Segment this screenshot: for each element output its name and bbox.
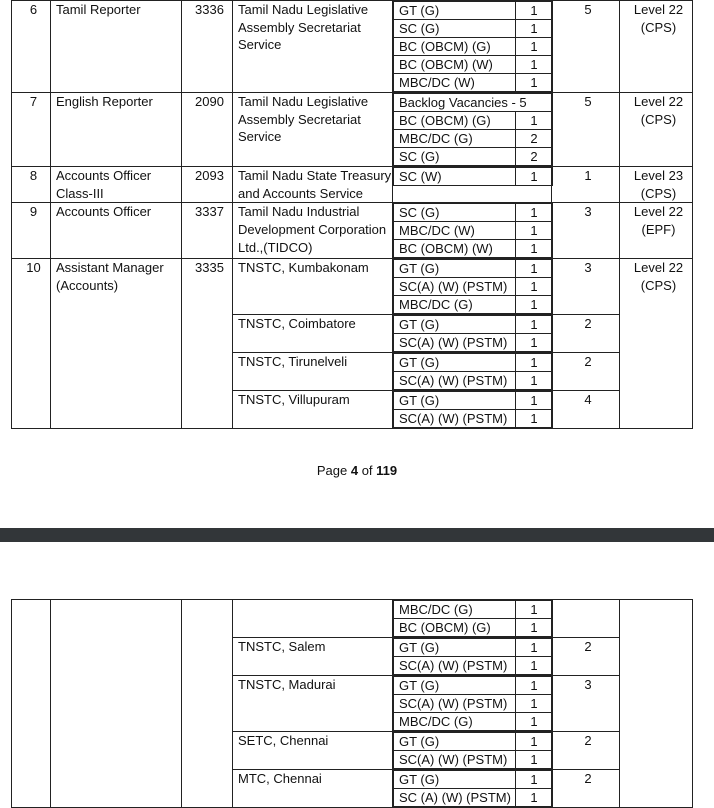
vacancy-row [394,74,553,92]
vacancy-row [394,751,553,769]
post-code [182,638,233,676]
category: GT (G) [394,316,516,334]
vacancy-cell [393,93,552,167]
category: SC(A) (W) (PSTM) [394,751,516,769]
department: Tamil Nadu State Treasury and Accounts Service [233,167,393,203]
pay-scale: Level 22 (EPF) [620,203,693,259]
post-code [182,732,233,770]
post-name [51,676,182,732]
vacancy-row [394,316,553,334]
total-vacancies: 1 [552,167,620,203]
vacancy-cell [393,259,552,315]
count: 2 [516,130,553,148]
serial-number [12,353,51,391]
category: GT (G) [394,677,516,695]
count: 1 [516,733,553,751]
vacancy-breakdown [393,1,553,92]
vacancy-cell [393,391,552,429]
table-row [12,676,693,732]
vacancy-row [394,148,553,166]
count: 1 [516,316,553,334]
pay-scale [620,676,693,732]
post-name: Accounts Officer [51,203,182,259]
count: 1 [516,260,553,278]
total-vacancies: 5 [552,1,620,93]
category: SC(A) (W) (PSTM) [394,372,516,390]
total-vacancies: 4 [552,391,620,429]
post-name: Tamil Reporter [51,1,182,93]
vacancy-row [394,639,553,657]
vacancy-row [394,372,553,390]
category: BC (OBCM) (G) [394,619,516,637]
table-row [12,1,693,93]
category: SC (G) [394,20,516,38]
vacancy-row [394,278,553,296]
vacancy-breakdown [393,353,553,390]
vacancy-row [394,601,553,619]
category: SC (W) [394,168,516,186]
vacancy-breakdown [393,676,553,731]
vacancy-row [394,130,553,148]
post-name [51,732,182,770]
count: 1 [516,56,553,74]
category: GT (G) [394,2,516,20]
vacancy-row [394,733,553,751]
post-code: 2090 [182,93,233,167]
category: MBC/DC (G) [394,130,516,148]
post-code [182,770,233,808]
category: GT (G) [394,354,516,372]
vacancy-breakdown [393,315,553,352]
vacancy-table-continued [11,599,693,808]
vacancy-cell [393,353,552,391]
table-row [12,259,693,315]
category: SC(A) (W) (PSTM) [394,278,516,296]
serial-number [12,676,51,732]
total-vacancies: 3 [552,203,620,259]
category: MBC/DC (G) [394,601,516,619]
vacancy-table [11,0,693,429]
table-row [12,203,693,259]
count: 1 [516,677,553,695]
pay-scale [620,732,693,770]
table-row [12,600,693,638]
backlog-row [394,94,553,112]
vacancy-row [394,56,553,74]
category: SC(A) (W) (PSTM) [394,657,516,675]
count: 1 [516,695,553,713]
count: 1 [516,2,553,20]
table-row [12,638,693,676]
category: SC(A) (W) (PSTM) [394,695,516,713]
department: SETC, Chennai [233,732,393,770]
vacancy-breakdown [393,770,553,807]
total-vacancies: 5 [552,93,620,167]
count: 1 [516,789,553,807]
vacancy-row [394,222,553,240]
vacancy-row [394,789,553,807]
table-row [12,770,693,808]
total-vacancies: 2 [552,638,620,676]
post-name [51,638,182,676]
department: TNSTC, Salem [233,638,393,676]
pay-scale [620,315,693,353]
vacancy-row [394,240,553,258]
post-name [51,770,182,808]
table-row [12,93,693,167]
count: 1 [516,278,553,296]
vacancy-row [394,410,553,428]
category: GT (G) [394,771,516,789]
department: MTC, Chennai [233,770,393,808]
total-vacancies: 3 [552,259,620,315]
count: 1 [516,354,553,372]
count: 1 [516,639,553,657]
count: 1 [516,619,553,637]
vacancy-row [394,619,553,637]
serial-number: 7 [12,93,51,167]
post-name [51,353,182,391]
pay-scale: Level 22 (CPS) [620,259,693,315]
department: Tamil Nadu Industrial Development Corporation Ltd.,(TIDCO) [233,203,393,259]
pay-scale: Level 22 (CPS) [620,93,693,167]
category: SC (G) [394,148,516,166]
page-separator [0,528,714,542]
vacancy-row [394,677,553,695]
count: 1 [516,410,553,428]
category: MBC/DC (W) [394,222,516,240]
count: 1 [516,74,553,92]
vacancy-cell [393,600,552,638]
pay-scale: Level 23 (CPS) [620,167,693,203]
serial-number [12,600,51,638]
vacancy-cell [393,732,552,770]
category: MBC/DC (G) [394,713,516,731]
total-vacancies: 2 [552,353,620,391]
department: TNSTC, Madurai [233,676,393,732]
vacancy-row [394,695,553,713]
post-name: Assistant Manager (Accounts) [51,259,182,315]
post-code: 3335 [182,259,233,315]
category: SC (G) [394,204,516,222]
category: GT (G) [394,392,516,410]
department: Tamil Nadu Legislative Assembly Secretariat Service [233,93,393,167]
vacancy-cell [393,203,552,259]
pay-scale: Level 22 (CPS) [620,1,693,93]
vacancy-row [394,20,553,38]
post-code [182,315,233,353]
vacancy-row [394,204,553,222]
pay-scale [620,638,693,676]
count: 1 [516,168,553,186]
post-name [51,315,182,353]
count: 1 [516,771,553,789]
category: BC (OBCM) (W) [394,240,516,258]
vacancy-row [394,168,553,186]
table-row [12,167,693,203]
category: MBC/DC (W) [394,74,516,92]
serial-number: 9 [12,203,51,259]
pay-scale [620,391,693,429]
vacancy-breakdown [393,600,553,637]
vacancy-row [394,354,553,372]
serial-number: 8 [12,167,51,203]
post-name: Accounts Officer Class-III [51,167,182,203]
category: SC (A) (W) (PSTM) [394,789,516,807]
vacancy-cell [393,638,552,676]
post-code [182,391,233,429]
serial-number [12,732,51,770]
vacancy-breakdown [393,93,553,166]
total-vacancies [552,600,620,638]
department: Tamil Nadu Legislative Assembly Secretariat Service [233,1,393,93]
post-code: 3336 [182,1,233,93]
category: BC (OBCM) (G) [394,38,516,56]
vacancy-row [394,713,553,731]
category: GT (G) [394,733,516,751]
post-code: 3337 [182,203,233,259]
vacancy-cell [393,770,552,808]
vacancy-breakdown [393,732,553,769]
vacancy-cell [393,1,552,93]
pay-scale [620,770,693,808]
table-row [12,391,693,429]
vacancy-row [394,392,553,410]
serial-number: 6 [12,1,51,93]
count: 1 [516,657,553,675]
category: MBC/DC (G) [394,296,516,314]
vacancy-cell [393,167,552,203]
backlog-label: Backlog Vacancies - 5 [394,94,553,112]
vacancy-cell [393,676,552,732]
count: 1 [516,751,553,769]
category: SC(A) (W) (PSTM) [394,334,516,352]
vacancy-cell [393,315,552,353]
department: TNSTC, Coimbatore [233,315,393,353]
count: 1 [516,112,553,130]
post-code [182,600,233,638]
table-row [12,732,693,770]
page-number: Page 4 of 119 [316,463,398,478]
serial-number [12,391,51,429]
vacancy-row [394,112,553,130]
vacancy-breakdown [393,203,553,258]
vacancy-row [394,2,553,20]
serial-number [12,638,51,676]
category: BC (OBCM) (G) [394,112,516,130]
count: 1 [516,713,553,731]
total-vacancies: 2 [552,732,620,770]
vacancy-breakdown [393,638,553,675]
serial-number [12,315,51,353]
category: SC(A) (W) (PSTM) [394,410,516,428]
vacancy-breakdown [393,391,553,428]
serial-number [12,770,51,808]
total-vacancies: 3 [552,676,620,732]
pay-scale [620,600,693,638]
department: TNSTC, Tirunelveli [233,353,393,391]
count: 1 [516,222,553,240]
vacancy-row [394,657,553,675]
vacancy-row [394,334,553,352]
count: 1 [516,334,553,352]
total-vacancies: 2 [552,315,620,353]
post-name [51,600,182,638]
post-name [51,391,182,429]
pay-scale [620,353,693,391]
count: 1 [516,240,553,258]
count: 2 [516,148,553,166]
count: 1 [516,20,553,38]
pdf-page-5 [0,542,714,805]
category: GT (G) [394,260,516,278]
department [233,600,393,638]
count: 1 [516,296,553,314]
vacancy-breakdown [393,259,553,314]
vacancy-row [394,38,553,56]
department: TNSTC, Villupuram [233,391,393,429]
total-vacancies: 2 [552,770,620,808]
post-code [182,676,233,732]
vacancy-breakdown [393,167,553,186]
category: BC (OBCM) (W) [394,56,516,74]
count: 1 [516,204,553,222]
table-row [12,353,693,391]
post-code: 2093 [182,167,233,203]
table-row [12,315,693,353]
count: 1 [516,372,553,390]
count: 1 [516,38,553,56]
post-name: English Reporter [51,93,182,167]
vacancy-row [394,260,553,278]
department: TNSTC, Kumbakonam [233,259,393,315]
serial-number: 10 [12,259,51,315]
post-code [182,353,233,391]
count: 1 [516,392,553,410]
category: GT (G) [394,639,516,657]
count: 1 [516,601,553,619]
vacancy-row [394,771,553,789]
vacancy-row [394,296,553,314]
